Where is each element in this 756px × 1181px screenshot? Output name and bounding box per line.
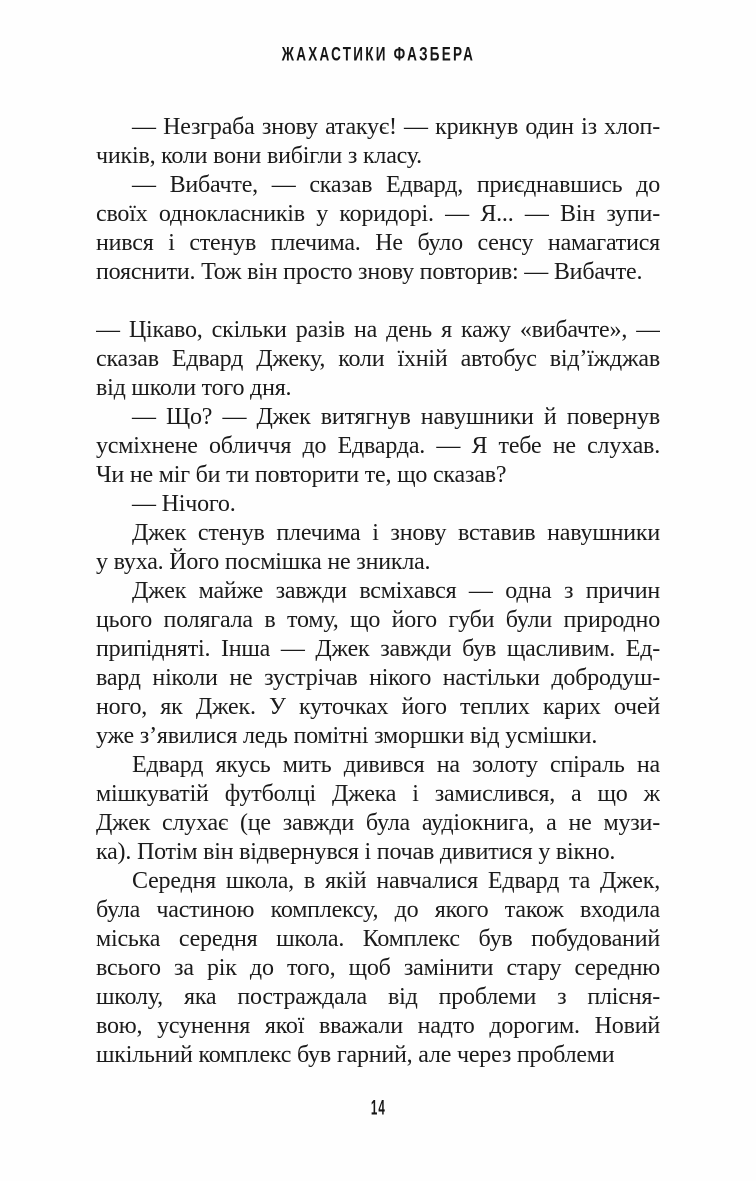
text-line: уже з’явилися ледь помітні зморшки від усмішки. bbox=[96, 723, 598, 749]
paragraph bbox=[96, 113, 660, 171]
paragraph bbox=[96, 316, 660, 403]
text-line: своїх однокласників у коридорі. — Я... — Він зупи- bbox=[96, 201, 660, 227]
text-line: Середня школа, в якій навчалися Едвард та Джек, bbox=[132, 868, 660, 894]
text-line: у вуха. Його посмішка не зникла. bbox=[96, 549, 431, 575]
text-line: — Що? — Джек витягнув навушники й повернув bbox=[132, 404, 660, 430]
page-number-text: 14 bbox=[370, 1096, 386, 1120]
paragraph bbox=[96, 171, 660, 287]
text-line: — Вибачте, — сказав Едвард, приєднавшись до bbox=[132, 172, 660, 198]
page-number bbox=[0, 1096, 756, 1120]
text-line: нився і стенув плечима. Не було сенсу намагатися bbox=[96, 230, 660, 256]
paragraph bbox=[96, 519, 660, 577]
text-line: чиків, коли вони вибігли з класу. bbox=[96, 143, 422, 169]
running-header bbox=[0, 43, 756, 66]
running-header-text: ЖАХАСТИКИ ФАЗБЕРА bbox=[281, 43, 475, 66]
text-line: усміхнене обличчя до Едварда. — Я тебе не слухав. bbox=[96, 433, 660, 459]
paragraph bbox=[96, 867, 660, 1070]
paragraph bbox=[96, 751, 660, 867]
text-line: сказав Едвард Джеку, коли їхній автобус від’їжджав bbox=[96, 346, 660, 372]
text-line: школу, яка постраждала від проблеми з плісня- bbox=[96, 984, 660, 1010]
text-line: Чи не міг би ти повторити те, що сказав? bbox=[96, 462, 507, 488]
text-line: Едвард якусь мить дивився на золоту спіраль на bbox=[132, 752, 660, 778]
text-line: від школи того дня. bbox=[96, 375, 292, 401]
text-line: пояснити. Тож він просто знову повторив: — Вибачте. bbox=[96, 259, 643, 285]
text-line: вард ніколи не зустрічав нікого настільки добродуш- bbox=[96, 665, 660, 691]
text-line: цього полягала в тому, що його губи були природно bbox=[96, 607, 660, 633]
text-line: Джек слухає (це завжди була аудіокнига, а не музи- bbox=[96, 810, 660, 836]
text-line: ного, як Джек. У куточках його теплих карих очей bbox=[96, 694, 660, 720]
text-line: припідняті. Інша — Джек завжди був щасливим. Ед- bbox=[96, 636, 660, 662]
text-line: міська середня школа. Комплекс був побудований bbox=[96, 926, 660, 952]
text-line: була частиною комплексу, до якого також входила bbox=[96, 897, 660, 923]
text-line: шкільний комплекс був гарний, але через проблеми bbox=[96, 1042, 615, 1068]
text-line: Джек майже завжди всміхався — одна з причин bbox=[132, 578, 660, 604]
text-line: мішкуватій футболці Джека і замислився, а що ж bbox=[96, 781, 660, 807]
body-text bbox=[96, 113, 660, 1070]
text-line: ка). Потім він відвернувся і почав дивитися у вікно. bbox=[96, 839, 616, 865]
text-line: вою, усунення якої вважали надто дорогим. Новий bbox=[96, 1013, 660, 1039]
text-line: — Незграба знову атакує! — крикнув один із хлоп- bbox=[132, 114, 660, 140]
text-line: всього за рік до того, щоб замінити стару середню bbox=[96, 955, 660, 981]
text-line: — Цікаво, скільки разів на день я кажу «вибачте», — bbox=[96, 317, 660, 343]
paragraph bbox=[96, 490, 660, 519]
text-line: — Нічого. bbox=[132, 491, 236, 517]
text-line: Джек стенув плечима і знову вставив навушники bbox=[132, 520, 660, 546]
paragraph bbox=[96, 577, 660, 751]
paragraph bbox=[96, 403, 660, 490]
